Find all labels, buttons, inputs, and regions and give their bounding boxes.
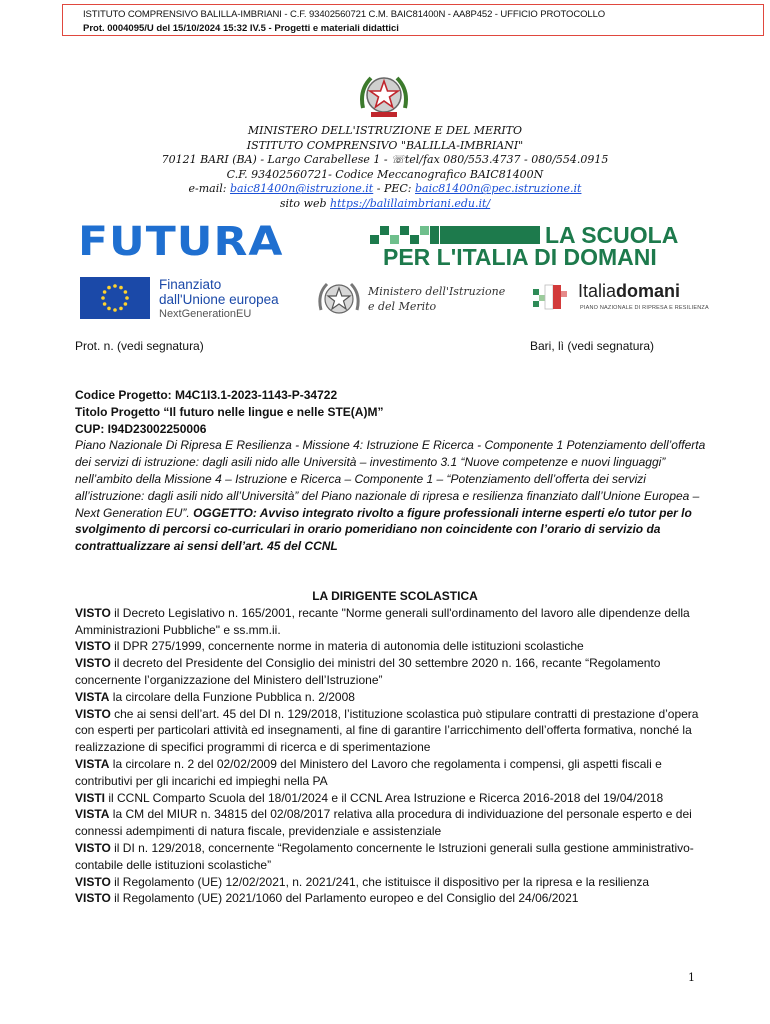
consideration-item (75, 689, 715, 706)
section-heading: LA DIRIGENTE SCOLASTICA (312, 588, 478, 603)
scuola-tagline-1: LA SCUOLA (545, 222, 679, 248)
consideration-text: il CCNL Comparto Scuola del 18/01/2024 e il CCNL Area Istruzione e Ricerca 2016-2018 del 19/04/2018 (105, 790, 664, 805)
ministry-name: MINISTERO DELL'ISTRUZIONE E DEL MERITO (247, 124, 523, 137)
consideration-item (75, 874, 715, 891)
consideration-item (75, 655, 715, 689)
eu-flag-icon (80, 277, 150, 319)
consideration-text: il Regolamento (UE) 2021/1060 del Parlamento europeo e del Consiglio del 24/06/2021 (110, 891, 579, 906)
consideration-item (75, 790, 715, 807)
consideration-text: il decreto del Presidente del Consiglio dei ministri del 30 settembre 2020 n. 166, recante “Regolamento concernente l’organizzazione del Ministero dell’Istruzione” (75, 656, 661, 687)
italia-domani-icon (531, 281, 571, 313)
consideration-keyword: VISTO (75, 840, 111, 855)
italia-domani-logo: Italiadomani (578, 281, 681, 301)
pixel-pattern-icon (370, 226, 540, 244)
document-date: Bari, lì (vedi segnatura) (530, 339, 655, 353)
email-link[interactable]: baic81400n@istruzione.it (229, 182, 374, 196)
page-number: 1 (688, 971, 695, 984)
scuola-tagline-2: PER L'ITALIA DI DOMANI (383, 244, 657, 270)
consideration-keyword: VISTO (75, 639, 111, 654)
protocol-stamp (62, 4, 764, 36)
consideration-text: il DI n. 129/2018, concernente “Regolamento concernente le Istruzioni generali sulla gestione amministrativo-contabile delle istituzioni scolastiche” (75, 840, 694, 872)
consideration-keyword: VISTO (75, 706, 111, 721)
italian-republic-emblem-icon (357, 68, 411, 124)
consideration-text: la circolare n. 2 del 02/02/2009 del Ministero del Lavoro che regolamenta i compensi, gli aspetti fiscali e contributivi per gli incarichi ed impieghi nella PA (75, 756, 662, 788)
school-name: ISTITUTO COMPRENSIVO "BALILLA-IMBRIANI" (246, 138, 524, 152)
consideration-item (75, 806, 715, 840)
project-code: Codice Progetto: M4C1I3.1-2023-1143-P-34722 (75, 388, 338, 402)
consideration-keyword: VISTO (75, 874, 111, 889)
consideration-keyword: VISTI (75, 790, 106, 805)
protocol-line-1: ISTITUTO COMPRENSIVO BALILLA-IMBRIANI - C.F. 93402560721 C.M. BAIC81400N - AA8P452 - UFFICIO PROTOCOLLO (83, 9, 606, 20)
consideration-text: la CM del MIUR n. 34815 del 02/08/2017 relativa alla procedura di individuazione del personale esperto e dei connessi adempimenti di natura fiscale, previdenziale e assistenziale (75, 807, 692, 839)
protocol-line-2: Prot. 0004095/U del 15/10/2024 15:32 IV.5 - Progetti e materiali didattici (83, 23, 399, 34)
project-cup: CUP: I94D23002250006 (75, 421, 207, 436)
futura-logo: FUTURA (78, 218, 284, 266)
consideration-text: il Regolamento (UE) 12/02/2021, n. 2021/241, che istituisce il dispositivo per la ripresa e la resilienza (110, 874, 650, 889)
ministry-signature-text: Ministero dell'Istruzione e del Merito (368, 285, 506, 313)
protocol-number: Prot. n. (vedi segnatura) (75, 339, 204, 353)
consideration-item (75, 605, 715, 639)
project-title: Titolo Progetto “Il futuro nelle lingue e nelle STE(A)M” (75, 404, 384, 419)
pnrr-paragraph: Piano Nazionale Di Ripresa E Resilienza - Missione 4: Istruzione E Ricerca - Componente 1 Potenziamento dell’offerta dei servizi di istruzione: dagli asili nido alle Università – investimento 3.1 “Nuove competenze e nuovi linguaggi” nell’ambito della Missione 4 – Istruzione e Ricerca – Componente 1 – “Potenziamento dell’offerta dei servizi all’istruzione: dagli asili nido all’Università” del Piano nazionale di ripresa e resilienza finanziato dall’Unione Europea – Next Generation EU”. OGGETTO: Avviso integrato rivolto a figure professionali interne esperti e/o tutor per lo svolgimento di percorsi co-curriculari in orario pomeridiano non coincidente con l’orario di servizio da contrattualizzare ai sensi dell’art. 45 del CCNL (75, 438, 706, 554)
consideration-text: che ai sensi dell’art. 45 del DI n. 129/2018, l’istituzione scolastica può stipulare contratti di prestazione d’opera con esperti per particolari attività ed insegnamenti, al fine di garantire l’arricchimento dell’offerta formativa, nonché la realizzazione di specifici programmi di ricerca e di sperimentazione (75, 706, 699, 755)
consideration-keyword: VISTO (75, 891, 111, 906)
consideration-item (75, 706, 715, 756)
subject-text: OGGETTO: Avviso integrato rivolto a figure professionali interne esperti e/o tutor per lo svolgimento di percorsi co-curriculari in orario pomeridiano non coincidente con l’orario di servizio da contrattualizzare ai sensi dell’art. 45 del CCNL (75, 505, 692, 554)
school-address: 70121 BARI (BA) - Largo Carabellese 1 - ☏tel/fax 080/553.4737 - 080/554.0915 (161, 153, 609, 167)
pec-link[interactable]: baic81400n@pec.istruzione.it (415, 182, 582, 196)
contact-line: e-mail: baic81400n@istruzione.it - PEC: baic81400n@pec.istruzione.it (188, 182, 582, 196)
consideration-keyword: VISTO (75, 605, 111, 620)
consideration-item (75, 756, 715, 790)
consideration-text: il Decreto Legislativo n. 165/2001, recante "Norme generali sull'ordinamento del lavoro alle dipendenze della Amministrazioni Pubbliche" e ss.mm.ii. (75, 605, 690, 637)
consideration-text: il DPR 275/1999, concernente norme in materia di autonomia delle istituzioni scolastiche (110, 639, 584, 654)
ministry-emblem-icon (316, 276, 362, 322)
consideration-item (75, 638, 715, 655)
consideration-item (75, 840, 715, 874)
consideration-keyword: VISTO (75, 656, 111, 671)
eu-funding-text: Finanziato dall'Unione europea NextGenerationEU (159, 277, 279, 320)
italia-domani-subtitle: PIANO NAZIONALE DI RIPRESA E RESILIENZA (580, 305, 709, 311)
consideration-keyword: VISTA (75, 807, 110, 822)
considerations-list (75, 605, 715, 907)
website-link[interactable]: https://balillaimbriani.edu.it/ (330, 196, 491, 210)
consideration-keyword: VISTA (75, 756, 110, 771)
document-body (75, 387, 715, 907)
website-line: sito web https://balillaimbriani.edu.it/ (279, 196, 491, 210)
school-codes: C.F. 93402560721- Codice Meccanografico BAIC81400N (226, 167, 544, 181)
consideration-text: la circolare della Funzione Pubblica n. 2/2008 (109, 689, 355, 704)
school-letterhead (0, 124, 770, 212)
consideration-item (75, 890, 715, 907)
consideration-keyword: VISTA (75, 689, 110, 704)
